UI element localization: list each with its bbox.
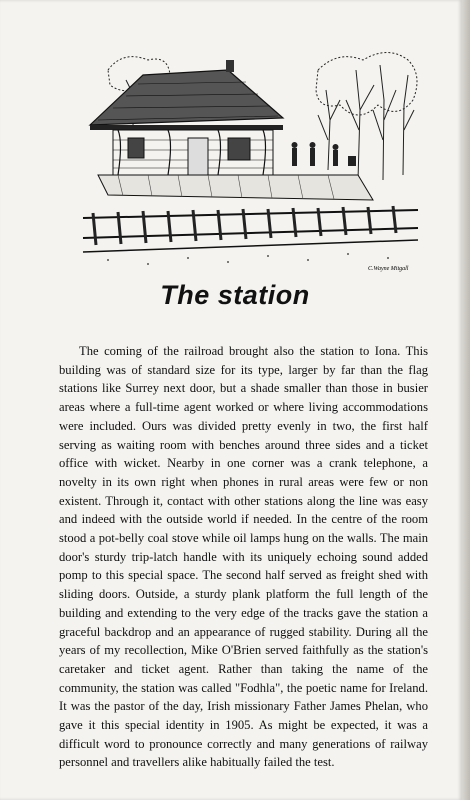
- section-heading: The station: [160, 280, 310, 310]
- platform: [98, 175, 373, 200]
- people: [292, 142, 357, 166]
- station-illustration: [78, 30, 424, 276]
- page-edge: [462, 0, 470, 800]
- chimney: [226, 60, 234, 72]
- body-paragraph: The coming of the railroad brought also the station to Iona. This building was of standard size for its type, larger by far than the flag stations like Surrey next door, but a shade smaller than those in busier areas where a full-time agent worked or where living accommodations were included. Ours was divided pretty evenly in two, the first half serving as waiting room with benches around three sides and a ticket office with wicket. Nearby in one corner was a crank telephone, a novelty in its own right when phones in rural areas were few or non existent. Through it, contact with other stations along the line was easy and indeed with the outside world if needed. In the centre of the room stood a pot-belly coal stove while oil lamps hung on the walls. The main door's sturdy trip-latch handle with its uniquely echoing sound added pomp to this special space. The second half served as freight shed with sliding doors. Outside, a sturdy plank platform the full length of the building and extending to the very edge of the tracks gave the station a graceful backdrop and an appearance of rugged stability. During all the years of my recollection, Mike O'Brien served faithfully as the station's caretaker and ticket agent. Rather than taking the name of the community, the station was called "Fodhla", the poetic name for Ireland. It was the pastor of the day, Irish missionary Father James Phelan, who gave it this special identity in 1905. As might be expected, it was a difficult word to pronounce correctly and many generations of railway personnel and travellers alike habitually failed the test.: [59, 344, 428, 770]
- artist-signature: C.Wayne Mitgall: [368, 266, 409, 272]
- station-door: [188, 138, 208, 175]
- station-window: [228, 138, 250, 160]
- railway-tracks: [83, 206, 418, 252]
- trees-right: [316, 53, 417, 181]
